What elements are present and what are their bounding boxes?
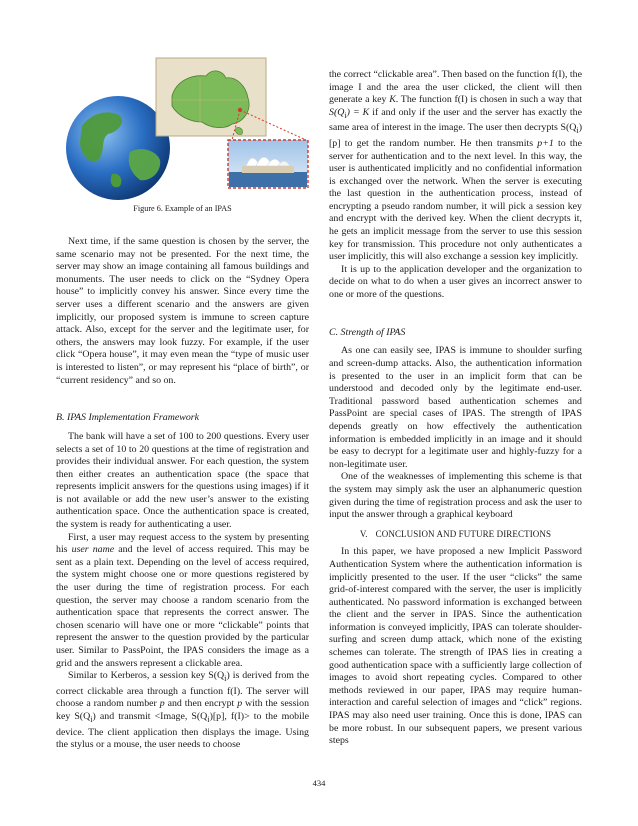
left-column	[56, 236, 309, 752]
section-b-heading: B. IPAS Implementation Framework	[56, 412, 199, 424]
left-paragraph-2: The bank will have a set of 100 to 200 questions. Every user selects a set of 10 to 20 questions at the time of registration and provides their individual answer. For each question, the system then either creates an authentication space (the space that represents implicit answers for the questions using images) if it is not available or add the new user’s answer to the existing authentication space. Once the authentication space is created, the system is ready for authenticating a user.	[56, 430, 309, 531]
left-paragraph-4: Similar to Kerberos, a session key $S(Q_i)$ is derived from the correct clickable area through a function f(I). The server will choose a random number p and then encrypt p with the session key $S(Q_i)$ and transmit <Image, $S(Q_i)[p]$, f(I)> to the mobile device. The client application then displays the image. Using the stylus or a mouse, the user needs to choose	[56, 670, 310, 751]
australia-map	[156, 58, 266, 136]
figure-6-image	[60, 56, 310, 202]
right-paragraph-2: It is up to the application developer and the organization to decide on what to do when a user gives an incorrect answer to one or more of the questions.	[329, 263, 582, 301]
figure-caption: Figure 6. Example of an IPAS	[133, 204, 232, 213]
section-c-heading: C. Strength of IPAS	[329, 326, 406, 338]
right-paragraph-3: As one can easily see, IPAS is immune to shoulder surfing and screen-dump attacks. Also, the authentication information is presented to the user in an implicit form that can be understood and decoded only by the legitimate end-user. Traditional password based authentication schemes and PassPoint are special cases of IPAS. The strength of IPAS depends greatly on how effectively the authentication information is embedded implicitly in an image and it should be easy to decrypt for a legitimate user and highly-fuzzy for a non-legitimate user.	[329, 345, 582, 470]
globe	[66, 96, 170, 200]
right-paragraph-1: the correct “clickable area”. Then based on the function f(I), the image I and the area the user clicked, the client will then generate a key K. The function f(I) is chosen in such a way that $S(Q_i) = K$ if and only if the user and the server has exactly the same area of interest in the image. The user then decrypts $S(Q_i)[p]$ to get the random number. He then transmits p+1 to the server for authentication and to the next level. In this way, the user is authenticated implicitly and no confidential information is exchanged over the network. When the server is executing the last question in the authentication process, instead of encrypting a pseudo random number, it will pick a session key and encrypt with the derived key. When the client decrypts it, he gets an implicit message from the server to use this session key for transmission. This procedure not only authenticates a user implicitly, this will also exchange a session key implicitly.	[329, 69, 582, 263]
left-paragraph-3: First, a user may request access to the system by presenting his user name and the level of access required. This may be sent as a plain text. Depending on the level of access required, the system might choose one or more questions registered by the user during the time of registration process. For each question, the server may choose a random scenario from the authentication space that represents the correct answer. The chosen scenario will have one or more “clickable” points that represent the answer to the question provided by the particular user. Similar to PassPoint, the IPAS considers the image as a grid and the answers represent a clickable area.	[56, 531, 309, 669]
section-v-heading: V. CONCLUSION AND FUTURE DIRECTIONS	[359, 528, 552, 539]
right-paragraph-5: In this paper, we have proposed a new Implicit Password Authentication System where the authentication information is implicitly presented to the user. If the user “clicks” the same grid-of-interest compared with the server, the user is implicitly authenticated. No password information is exchanged between the client and the server in IPAS. Since the authentication information is conveyed implicitly, IPAS can tolerate shoulder-surfing and screen dump attack, which none of the existing schemes can tolerate. The strength of IPAS lies in creating a good authentication space with a sufficiently large collection of images to avoid short repeating cycles. Compared to other methods reviewed in our paper, IPAS may require human-interaction and careful selection of images and “click” regions. IPAS may also need user training. Once this is done, IPAS can be more robust. In our subsequent papers, we present various steps	[329, 546, 582, 747]
right-paragraph-4: One of the weaknesses of implementing this scheme is that the system may simply ask the user an alphanumeric question given during the time of registration process and ask the user to input the answer through a graphical keyboard	[329, 471, 582, 521]
left-paragraph-1: Next time, if the same question is chosen by the server, the same scenario may not be presented. For the next time, the server may show an image containing all famous buildings and monuments. The user needs to click on the “Sydney Opera house” to implicitly convey his answer. Since every time the server uses a different scenario and the answers are given implicitly, our proposed system is immune to screen capture attack. Also, except for the server and the legitimate user, for others, the answers may look fuzzy. For example, if the user click “Opera house”, it may even mean the “type of music user is interested to listen”, or may represent his “place of birth”, or “current residency” and so on.	[56, 236, 309, 386]
opera-house-photo	[228, 140, 308, 188]
right-column	[329, 69, 582, 748]
page-number: 434	[312, 778, 326, 788]
